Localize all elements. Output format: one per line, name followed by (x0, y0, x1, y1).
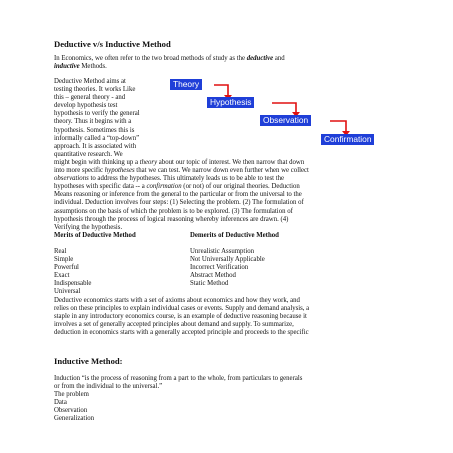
left-col-line: quantitative research. We (54, 150, 123, 158)
para1-text: about our topic of interest. We then narrow that down (157, 159, 305, 166)
para1-line: individual. Deduction involves four steps: (1) Selecting the problem. (2) The formulation of (54, 199, 304, 207)
merit-item: Real (54, 248, 67, 255)
inductive-step: The problem (54, 391, 89, 399)
merit-item: Simple (54, 256, 74, 264)
merits-heading: Merits of Deductive Method (54, 232, 136, 239)
para2-line: involves a set of generally accepted principles about demand and supply. To summarize, (54, 321, 294, 329)
page-title: Deductive v/s Inductive Method (54, 39, 171, 49)
arrow-observation-to-confirmation (330, 121, 346, 132)
merit-item: Universal (54, 288, 81, 296)
para1-line: assumptions on the basis of which the problem is to be explored. (3) The formulation of (54, 207, 293, 215)
para2-line: staple in any introductory economics course, is an example of deductive reasoning because it (54, 313, 307, 321)
para1-line (54, 159, 309, 167)
demerits-heading: Demerits of Deductive Method (190, 232, 279, 239)
diagram-step-theory: Theory (170, 79, 202, 90)
diagram-step-hypothesis: Hypothesis (207, 97, 254, 108)
intro-inductive-term: inductive (54, 63, 80, 70)
demerit-item: Static Method (190, 280, 229, 288)
demerit-item: Incorrect Verification (190, 264, 249, 272)
merits-list (54, 248, 91, 297)
para1-line: hypothesis through the process of logical reasoning whereby inferences are drawn. (4) (54, 215, 289, 223)
inductive-line: Induction “is the process of reasoning from a part to the whole, from particulars to generals (54, 375, 303, 382)
left-col-line: approach. It is associated with (54, 142, 137, 150)
para1-line: Means reasoning or inference from the general to the particular or from the universal to the (54, 191, 302, 199)
demerit-item: Not Universally Applicable (190, 256, 265, 264)
para1-italic: theory (139, 159, 158, 166)
para1-line (54, 167, 309, 175)
para2-line: deduction in economics starts with a generally accepted principle and proceeds to the specific (54, 329, 309, 337)
demerit-item: Unrealistic Assumption (190, 248, 254, 255)
intro-post-text: Methods. (79, 63, 107, 70)
demerit-item: Abstract Method (190, 272, 236, 280)
para1-line: Verifying the hypothesis. (54, 223, 123, 231)
intro-deductive-term: deductive (246, 55, 274, 62)
merit-item: Powerful (54, 264, 79, 272)
paragraph-deduction (54, 159, 309, 232)
left-col-line: develop hypothesis test (54, 102, 118, 110)
inductive-line: or from the individual to the universal.” (54, 383, 163, 391)
arrow-theory-to-hypothesis (214, 85, 228, 96)
para1-text: to address the hypotheses. This ultimately leads us to be able to test the (88, 175, 284, 183)
para1-text: hypotheses with specific data -- a (54, 183, 147, 191)
intro-text: In Economics, we often refer to the two broad methods of study as the (54, 55, 247, 62)
para1-italic: confirmation (146, 183, 182, 191)
left-col-line: informally called a “top-down” (54, 134, 140, 142)
left-col-line: this – general theory - and (54, 94, 126, 102)
left-col-line: theory. Thus it begins with a (54, 118, 132, 126)
intro-and: and (273, 55, 285, 62)
para1-text: that we can test. We narrow down even further when we collect (134, 167, 309, 175)
left-col-line: Deductive Method aims at (54, 78, 126, 85)
para1-italic: hypotheses (104, 167, 135, 175)
paragraph-deductive-economics (54, 297, 309, 337)
demerits-list (190, 248, 265, 288)
para1-text: might begin with thinking up a (54, 159, 140, 166)
diagram-step-confirmation: Confirmation (321, 134, 374, 145)
inductive-step: Observation (54, 407, 88, 415)
para2-line: relies on these principles to explain individual cases or events. Supply and demand analysis, a (54, 305, 310, 313)
inductive-step: Data (54, 399, 67, 407)
para2-line: Deductive economics starts with a set of axioms about economics and how they work, and (54, 297, 300, 304)
para1-text: (or not) of our original theories. Deduction (181, 183, 300, 191)
diagram-step-observation: Observation (260, 115, 311, 126)
merit-item: Exact (54, 272, 70, 280)
para1-text: into more specific (54, 167, 105, 175)
left-col-line: hypothesis. Sometimes this is (54, 126, 135, 134)
inductive-heading: Inductive Method: (54, 356, 123, 366)
merit-item: Indispensable (54, 280, 92, 288)
para1-line (54, 183, 309, 191)
para1-line (54, 175, 309, 183)
arrow-hypothesis-to-observation (272, 103, 296, 113)
inductive-step: Generalization (54, 415, 95, 423)
left-col-line: testing theories. It works Like (54, 86, 136, 94)
para1-italic: observations (54, 175, 89, 183)
left-col-line: hypothesis to verify the general (54, 110, 140, 118)
inductive-text (54, 375, 302, 424)
